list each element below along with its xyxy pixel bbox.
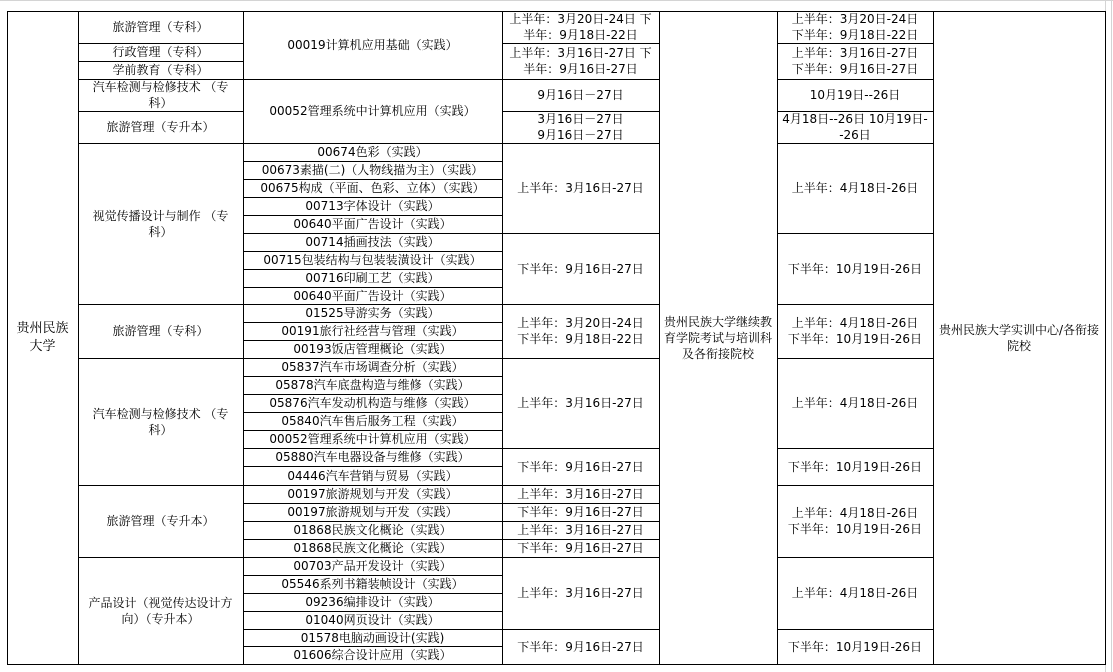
exam-date-text: 3月16日－27日 9月16日－27日: [537, 112, 624, 142]
border-h: [777, 143, 933, 144]
major-cell[interactable]: [78, 111, 243, 143]
border-v: [777, 11, 778, 665]
border-h: [777, 485, 933, 486]
border-h: [243, 358, 502, 359]
course-cell[interactable]: [243, 376, 502, 394]
course-text: 01040网页设计（实践）: [305, 613, 440, 627]
course-text: 00715包装结构与包装装潢设计（实践）: [263, 253, 482, 267]
training-date-cell[interactable]: [777, 485, 933, 557]
border-h: [502, 304, 659, 305]
border-h: [777, 304, 933, 305]
exam-date-cell[interactable]: [502, 233, 659, 304]
exam-date-cell[interactable]: [502, 485, 659, 503]
major-text: 汽车检测与检修技术 （专科）: [92, 80, 229, 110]
course-cell[interactable]: [243, 646, 502, 664]
border-h: [78, 61, 243, 62]
course-cell[interactable]: [243, 593, 502, 611]
border-h: [777, 79, 933, 80]
course-text: 05546系列书籍装帧设计（实践）: [281, 577, 464, 591]
exam-date-cell[interactable]: [502, 43, 659, 79]
border-v: [933, 11, 934, 665]
course-text: 00716印刷工艺（实践）: [305, 271, 440, 285]
border-h: [502, 539, 659, 540]
course-text: 00019计算机应用基础（实践）: [287, 38, 458, 52]
border-h: [78, 358, 243, 359]
course-text: 05878汽车底盘构造与维修（实践）: [275, 378, 470, 392]
border-h: [243, 448, 502, 449]
course-text: 05880汽车电器设备与维修（实践）: [275, 450, 470, 464]
border-h: [502, 557, 659, 558]
exam-date-text: 上半年：3月20日-24日 下半年：9月18日-22日: [509, 12, 652, 42]
organizer-1-text: 贵州民族大学继续教育学院考试与培训科及各衔接院校: [663, 314, 772, 361]
course-cell[interactable]: [243, 340, 502, 358]
major-text: 学前教育（专科）: [112, 63, 209, 77]
border-v: [659, 11, 660, 665]
course-text: 00713字体设计（实践）: [305, 199, 440, 213]
border-h: [243, 197, 502, 198]
exam-date-text: 上半年：3月16日-27日 下半年：9月16日-27日: [509, 46, 652, 76]
border-h: [777, 43, 933, 44]
major-cell[interactable]: [78, 11, 243, 43]
border-h: [502, 629, 659, 630]
course-text: 01606综合设计应用（实践）: [293, 648, 452, 662]
course-cell[interactable]: [243, 629, 502, 646]
course-cell[interactable]: [243, 448, 502, 466]
exam-date-cell[interactable]: [502, 521, 659, 539]
organizer-2-cell[interactable]: [933, 11, 1105, 664]
course-text: 00191旅行社经营与管理（实践）: [281, 324, 464, 338]
border-h: [78, 43, 243, 44]
exam-date-cell[interactable]: [502, 143, 659, 233]
course-cell[interactable]: [243, 215, 502, 233]
border-v: [7, 11, 8, 665]
course-cell[interactable]: [243, 251, 502, 269]
major-cell[interactable]: [78, 358, 243, 485]
border-h: [243, 539, 502, 540]
training-date-cell[interactable]: [777, 11, 933, 43]
border-h: [243, 430, 502, 431]
course-cell[interactable]: [243, 412, 502, 430]
border-h: [243, 503, 502, 504]
course-text: 00193饭店管理概论（实践）: [293, 342, 452, 356]
border-h: [243, 215, 502, 216]
course-cell[interactable]: [243, 521, 502, 539]
course-cell[interactable]: [243, 466, 502, 485]
course-text: 00052管理系统中计算机应用（实践）: [269, 104, 476, 118]
border-h: [502, 358, 659, 359]
exam-date-text: 下半年：9月16日-27日: [517, 459, 644, 474]
border-h: [7, 664, 1106, 665]
training-date-cell[interactable]: [777, 111, 933, 143]
border-h: [777, 233, 933, 234]
course-text: 00674色彩（实践）: [317, 145, 428, 159]
training-date-cell[interactable]: [777, 557, 933, 629]
major-cell[interactable]: [78, 61, 243, 79]
course-cell[interactable]: [243, 161, 502, 179]
gridline-top: [0, 0, 1113, 1]
border-h: [243, 233, 502, 234]
border-h: [243, 557, 502, 558]
border-h: [243, 485, 502, 486]
course-cell[interactable]: [243, 304, 502, 322]
border-h: [502, 448, 659, 449]
major-cell[interactable]: [78, 79, 243, 111]
course-cell[interactable]: [243, 287, 502, 304]
major-text: 汽车检测与检修技术 （专科）: [92, 406, 229, 437]
course-text: 00197旅游规划与开发（实践）: [287, 505, 458, 519]
course-cell[interactable]: [243, 269, 502, 287]
exam-date-cell[interactable]: [502, 79, 659, 111]
course-text: 00197旅游规划与开发（实践）: [287, 487, 458, 501]
course-cell[interactable]: [243, 485, 502, 503]
exam-date-text: 9月16日－27日: [537, 88, 624, 102]
exam-date-text: 上半年：3月16日-27日: [517, 396, 644, 410]
border-v: [502, 11, 503, 665]
course-text: 01525导游实务（实践）: [305, 306, 440, 320]
border-v: [78, 11, 79, 665]
border-h: [502, 521, 659, 522]
exam-date-cell[interactable]: [502, 557, 659, 629]
border-h: [243, 251, 502, 252]
training-date-cell[interactable]: [777, 304, 933, 358]
border-h: [7, 11, 1106, 12]
course-text: 00673素描(二)（人物线描为主）（实践）: [261, 163, 484, 177]
course-text: 00052管理系统中计算机应用（实践）: [269, 432, 476, 446]
major-text: 旅游管理（专升本）: [106, 514, 215, 528]
university-text: 贵州民族大学: [16, 320, 69, 354]
border-h: [777, 629, 933, 630]
border-h: [243, 376, 502, 377]
course-cell[interactable]: [243, 575, 502, 593]
training-date-cell[interactable]: [777, 358, 933, 448]
border-h: [243, 611, 502, 612]
training-date-text: 下半年：10月19日-26日: [787, 459, 923, 474]
university-cell[interactable]: [7, 11, 78, 664]
training-date-text: 上半年：3月20日-24日 下半年：9月18日-22日: [791, 12, 919, 42]
course-text: 04446汽车营销与贸易（实践）: [287, 468, 458, 483]
border-h: [243, 179, 502, 180]
border-h: [502, 485, 659, 486]
course-text: 00640平面广告设计（实践）: [293, 217, 452, 231]
border-h: [243, 394, 502, 395]
course-cell[interactable]: [243, 394, 502, 412]
border-h: [777, 448, 933, 449]
course-text: 05837汽车市场调查分析（实践）: [281, 360, 464, 374]
border-h: [502, 43, 659, 44]
major-cell[interactable]: [78, 304, 243, 358]
border-h: [243, 629, 502, 630]
border-v: [1105, 11, 1106, 665]
border-h: [78, 557, 243, 558]
course-text: 05876汽车发动机构造与维修（实践）: [269, 396, 476, 410]
border-h: [78, 79, 243, 80]
exam-date-text: 上半年：3月16日-27日: [517, 181, 644, 195]
border-h: [243, 143, 502, 144]
border-h: [78, 304, 243, 305]
border-h: [243, 304, 502, 305]
major-text: 产品设计（视觉传达设计方向）（专升本）: [88, 595, 233, 626]
border-h: [777, 358, 933, 359]
training-date-text: 上半年：4月18日-26日 下半年：10月19日-26日: [787, 506, 923, 536]
course-cell[interactable]: [243, 557, 502, 575]
border-h: [243, 575, 502, 576]
border-h: [243, 322, 502, 323]
exam-date-cell[interactable]: [502, 629, 659, 664]
border-h: [243, 340, 502, 341]
course-text: 05840汽车售后服务工程（实践）: [281, 414, 464, 428]
major-cell[interactable]: [78, 485, 243, 557]
exam-date-text: 上半年：3月16日-27日: [517, 487, 644, 501]
border-h: [777, 557, 933, 558]
course-cell[interactable]: [243, 197, 502, 215]
border-h: [78, 143, 243, 144]
training-date-text: 上半年：4月18日-26日: [791, 396, 919, 410]
training-date-cell[interactable]: [777, 448, 933, 485]
course-text: 00714插画技法（实践）: [305, 235, 440, 249]
border-h: [502, 143, 659, 144]
border-h: [243, 79, 502, 80]
course-text: 00640平面广告设计（实践）: [293, 288, 452, 303]
training-date-text: 下半年：10月19日-26日: [787, 639, 923, 654]
border-h: [243, 521, 502, 522]
course-cell[interactable]: [243, 539, 502, 557]
course-cell[interactable]: [243, 611, 502, 629]
course-cell[interactable]: [243, 358, 502, 376]
major-text: 旅游管理（专科）: [112, 20, 209, 34]
training-date-cell[interactable]: [777, 233, 933, 304]
course-text: 01868民族文化概论（实践）: [293, 541, 452, 555]
organizer-1-cell[interactable]: [659, 11, 777, 664]
gridline-right-2: [1111, 0, 1112, 672]
border-v: [243, 11, 244, 665]
major-cell[interactable]: [78, 143, 243, 304]
exam-date-cell[interactable]: [502, 111, 659, 143]
border-h: [78, 111, 243, 112]
training-date-cell[interactable]: [777, 79, 933, 111]
border-h: [243, 466, 502, 467]
border-h: [502, 111, 659, 112]
exam-date-cell[interactable]: [502, 503, 659, 521]
training-date-text: 上半年：4月18日-26日 下半年：10月19日-26日: [787, 316, 923, 346]
exam-date-text: 下半年：9月16日-27日: [517, 505, 644, 519]
training-date-cell[interactable]: [777, 629, 933, 664]
border-h: [243, 161, 502, 162]
course-cell[interactable]: [243, 79, 502, 143]
border-h: [78, 485, 243, 486]
border-h: [502, 79, 659, 80]
major-text: 旅游管理（专科）: [112, 324, 209, 338]
major-text: 视觉传播设计与制作 （专科）: [92, 208, 229, 239]
course-text: 00703产品开发设计（实践）: [293, 559, 452, 573]
exam-date-cell[interactable]: [502, 448, 659, 485]
exam-date-cell[interactable]: [502, 539, 659, 557]
course-cell[interactable]: [243, 143, 502, 161]
training-date-text: 下半年：10月19日-26日: [787, 261, 923, 276]
course-cell[interactable]: [243, 179, 502, 197]
border-h: [502, 503, 659, 504]
major-cell[interactable]: [78, 557, 243, 664]
exam-date-text: 上半年：3月16日-27日: [517, 586, 644, 600]
training-date-text: 上半年：3月16日-27日 下半年：9月16日-27日: [791, 46, 919, 76]
exam-date-text: 下半年：9月16日-27日: [517, 639, 644, 654]
course-text: 00675构成（平面、色彩、立体）（实践）: [260, 181, 485, 195]
course-cell[interactable]: [243, 322, 502, 340]
major-text: 旅游管理（专升本）: [106, 120, 215, 134]
training-date-text: 10月19日--26日: [809, 88, 901, 102]
exam-date-cell[interactable]: [502, 11, 659, 43]
course-cell[interactable]: [243, 430, 502, 448]
border-h: [502, 233, 659, 234]
border-h: [243, 287, 502, 288]
exam-date-text: 下半年：9月16日-27日: [517, 261, 644, 276]
border-h: [243, 646, 502, 647]
course-cell[interactable]: [243, 233, 502, 251]
major-text: 行政管理（专科）: [112, 45, 209, 59]
border-h: [243, 269, 502, 270]
exam-date-cell[interactable]: [502, 358, 659, 448]
training-date-text: 上半年：4月18日-26日: [791, 181, 919, 195]
exam-date-text: 下半年：9月16日-27日: [517, 541, 644, 555]
course-cell[interactable]: [243, 11, 502, 79]
exam-date-text: 上半年：3月16日-27日: [517, 523, 644, 537]
training-date-text: 上半年：4月18日-26日: [791, 586, 919, 600]
course-text: 01578电脑动画设计(实践): [300, 630, 445, 645]
major-cell[interactable]: [78, 43, 243, 61]
exam-date-cell[interactable]: [502, 304, 659, 358]
course-text: 01868民族文化概论（实践）: [293, 523, 452, 537]
border-h: [777, 111, 933, 112]
border-h: [243, 412, 502, 413]
training-date-text: 4月18日--26日 10月19日--26日: [782, 112, 928, 142]
training-date-cell[interactable]: [777, 143, 933, 233]
organizer-2-text: 贵州民族大学实训中心/各衔接院校: [938, 322, 1100, 353]
course-cell[interactable]: [243, 503, 502, 521]
training-date-cell[interactable]: [777, 43, 933, 79]
border-h: [243, 593, 502, 594]
course-text: 09236编排设计（实践）: [305, 595, 440, 609]
exam-date-text: 上半年：3月20日-24日 下半年：9月18日-22日: [517, 316, 644, 346]
